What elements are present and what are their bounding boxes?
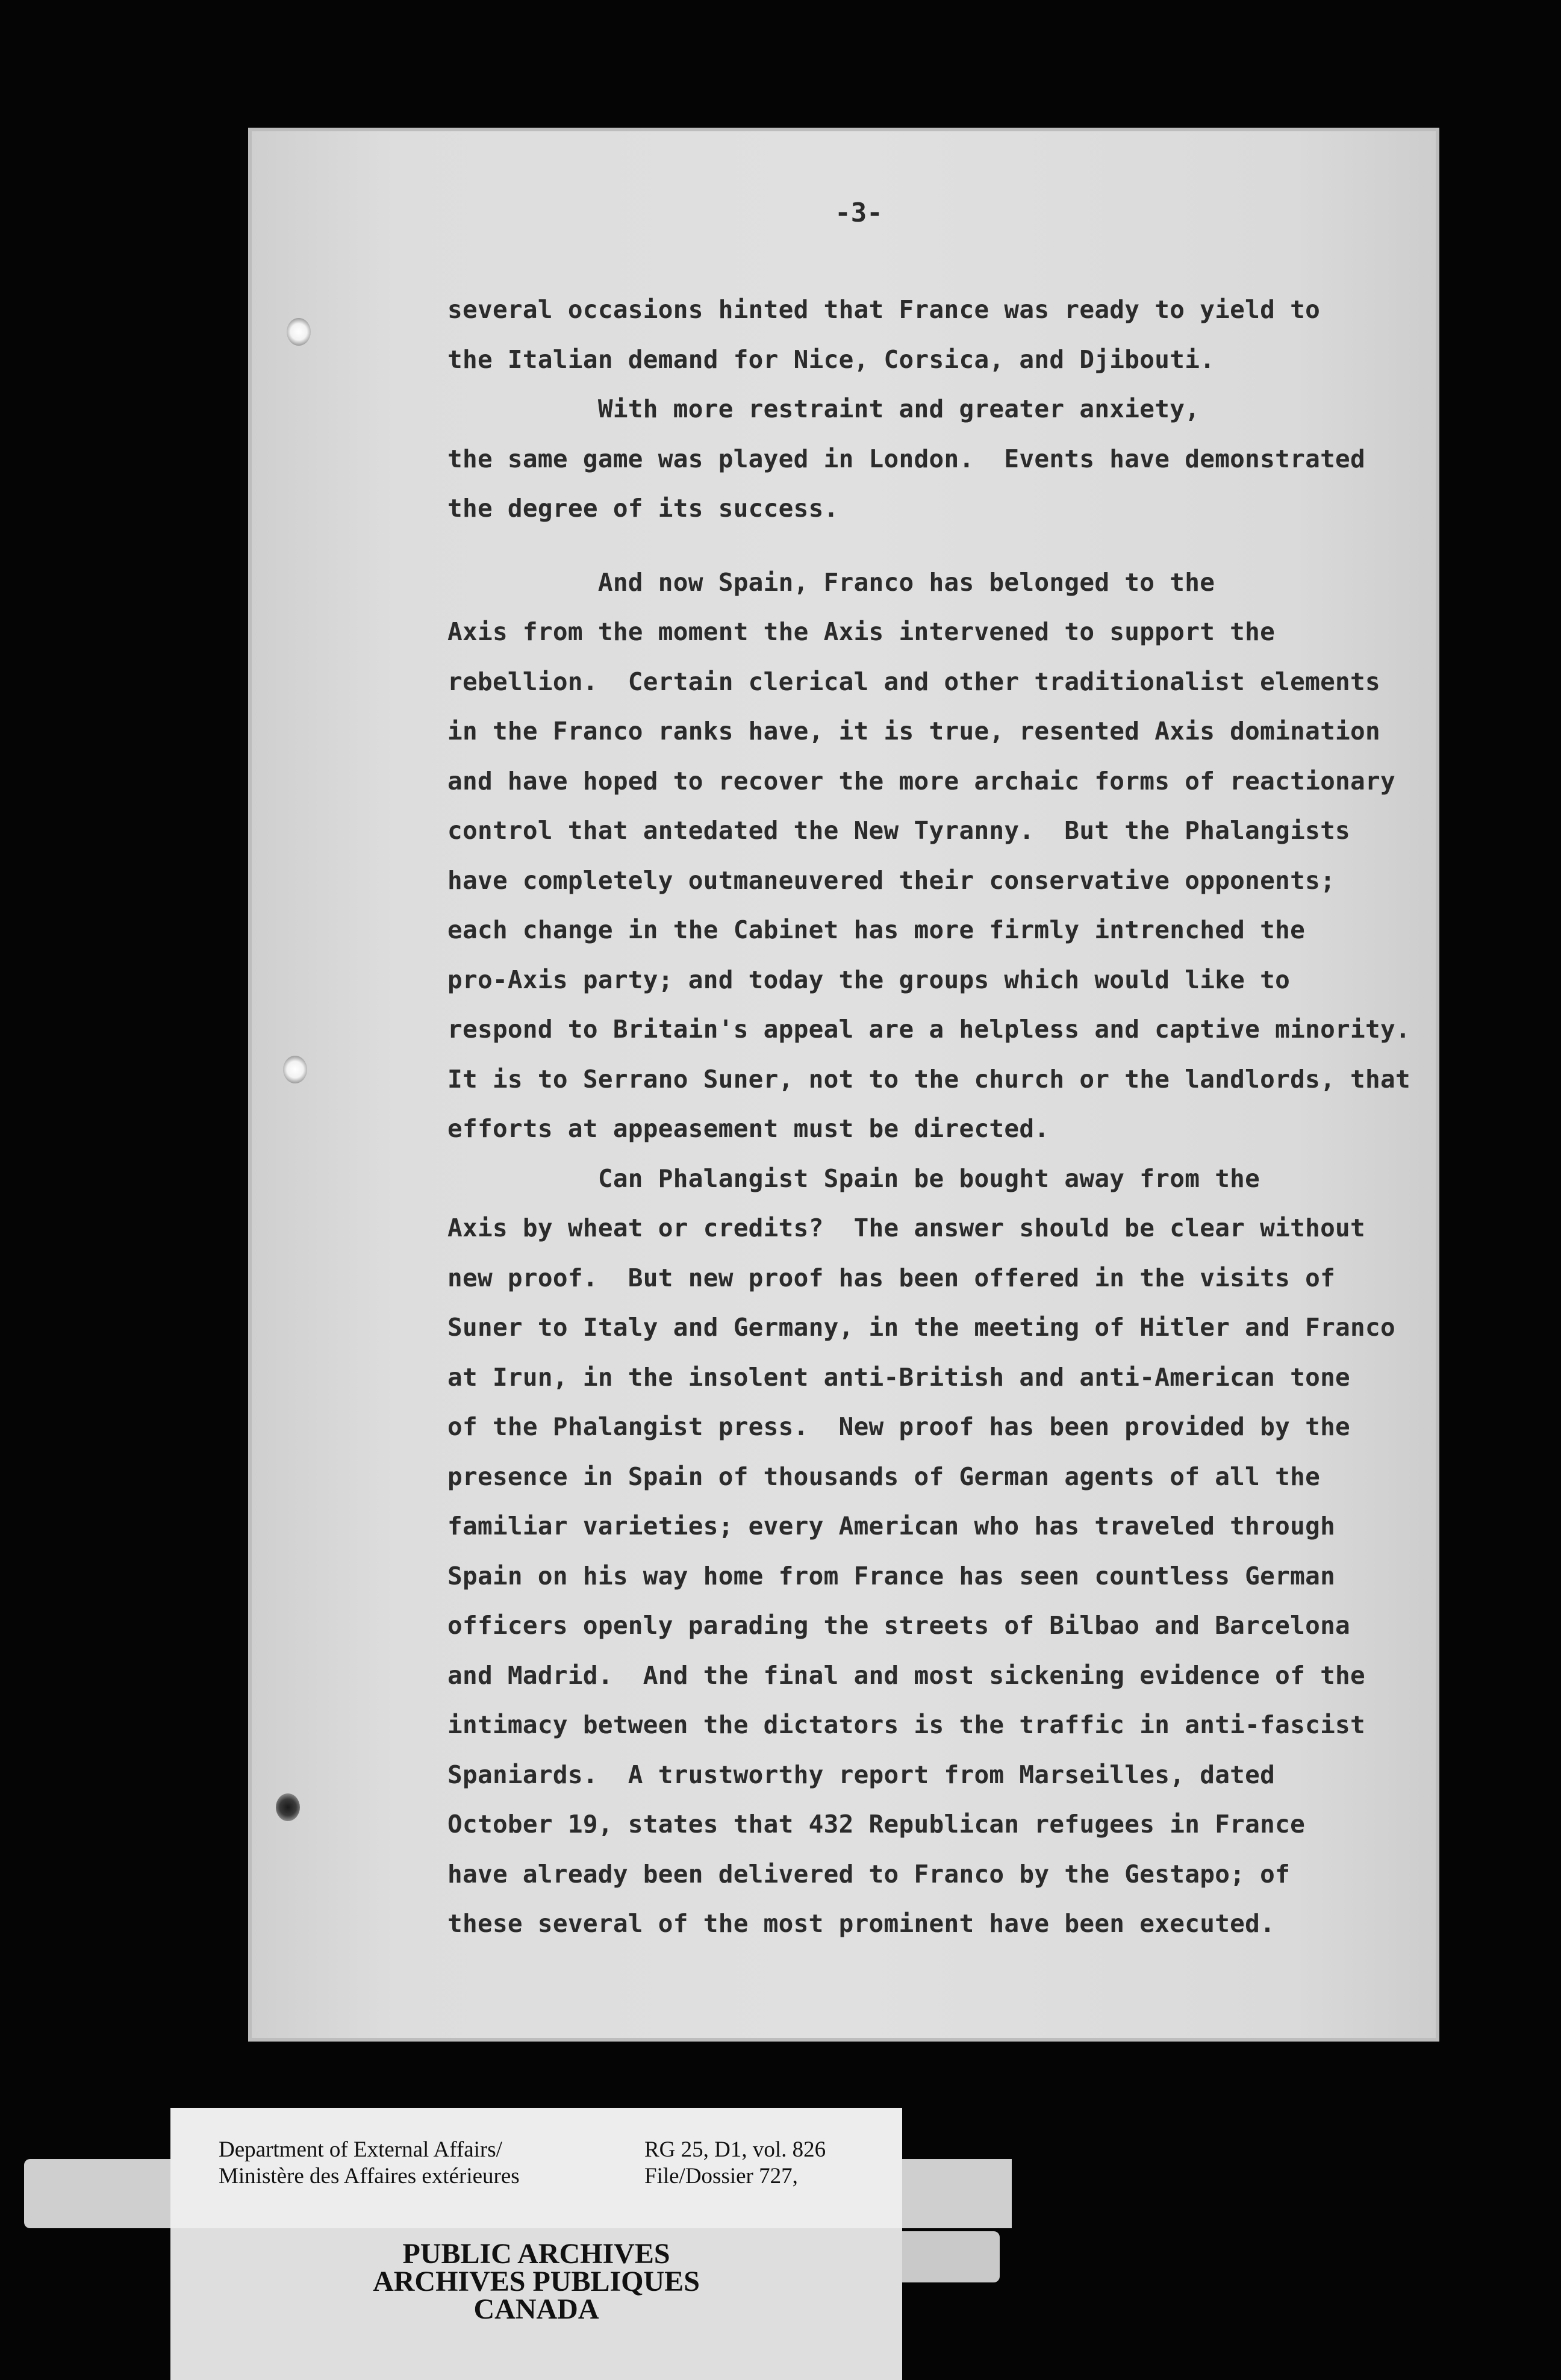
archive-stamp-line-2: ARCHIVES PUBLIQUES <box>373 2266 700 2297</box>
text-line: familiar varieties; every American who has traveled through <box>447 1512 1336 1540</box>
text-line: the degree of its success. <box>447 494 839 523</box>
department-name-en: Department of External Affairs/ <box>219 2137 502 2162</box>
text-line: Axis from the moment the Axis intervened to support the <box>447 617 1276 646</box>
archive-reference-label <box>170 2108 902 2228</box>
archive-stamp-extension <box>891 2231 1000 2282</box>
punch-hole-bottom <box>276 1793 300 1821</box>
punch-hole-middle <box>283 1056 307 1083</box>
text-line: Spain on his way home from France has seen countless German <box>447 1561 1336 1590</box>
text-line: control that antedated the New Tyranny. But the Phalangists <box>447 816 1351 845</box>
text-line: new proof. But new proof has been offered in the visits of <box>447 1263 1336 1292</box>
text-line: pro-Axis party; and today the groups which would like to <box>447 965 1291 994</box>
archive-stamp-line-3: CANADA <box>473 2293 599 2325</box>
text-line: And now Spain, Franco has belonged to the <box>447 567 1215 597</box>
page-number: -3- <box>835 198 883 228</box>
file-dossier-reference: File/Dossier 727, <box>644 2164 798 2188</box>
text-line: With more restraint and greater anxiety, <box>447 394 1200 423</box>
body-text <box>447 285 1411 1949</box>
text-line: the Italian demand for Nice, Corsica, and Djibouti. <box>447 344 1215 374</box>
text-line: Spaniards. A trustworthy report from Marseilles, dated <box>447 1760 1276 1789</box>
text-line: Suner to Italy and Germany, in the meeting of Hitler and Franco <box>447 1313 1395 1342</box>
text-line: these several of the most prominent have been executed. <box>447 1909 1276 1938</box>
text-line: respond to Britain's appeal are a helpless and captive minority. <box>447 1015 1410 1044</box>
text-line: of the Phalangist press. New proof has been provided by the <box>447 1412 1351 1441</box>
text-line: at Irun, in the insolent anti-British and anti-American tone <box>447 1362 1351 1392</box>
punch-hole-top <box>287 318 311 346</box>
paragraph-gap <box>447 534 1411 558</box>
text-line: Can Phalangist Spain be bought away from the <box>447 1164 1260 1193</box>
document-page <box>252 131 1436 2038</box>
record-group-reference: RG 25, D1, vol. 826 <box>644 2137 826 2162</box>
archive-stamp-line-1: PUBLIC ARCHIVES <box>402 2238 670 2270</box>
text-line: and Madrid. And the final and most sickening evidence of the <box>447 1660 1366 1690</box>
text-line: have completely outmaneuvered their conservative opponents; <box>447 865 1336 895</box>
text-line: presence in Spain of thousands of German agents of all the <box>447 1462 1321 1491</box>
text-line: Axis by wheat or credits? The answer should be clear without <box>447 1213 1366 1242</box>
text-line: October 19, states that 432 Republican refugees in France <box>447 1810 1306 1839</box>
text-line: and have hoped to recover the more archaic forms of reactionary <box>447 766 1395 796</box>
text-line: have already been delivered to Franco by the Gestapo; of <box>447 1859 1291 1889</box>
text-line: efforts at appeasement must be directed. <box>447 1114 1050 1143</box>
text-line: each change in the Cabinet has more firmly intrenched the <box>447 915 1306 944</box>
text-line: officers openly parading the streets of Bilbao and Barcelona <box>447 1611 1351 1640</box>
text-line: in the Franco ranks have, it is true, resented Axis domination <box>447 717 1381 746</box>
department-name-fr: Ministère des Affaires extérieures <box>219 2164 520 2188</box>
text-line: the same game was played in London. Events have demonstrated <box>447 444 1366 473</box>
text-line: several occasions hinted that France was ready to yield to <box>447 295 1321 324</box>
text-line: intimacy between the dictators is the traffic in anti-fascist <box>447 1710 1366 1739</box>
text-line: rebellion. Certain clerical and other traditionalist elements <box>447 667 1381 696</box>
text-line: It is to Serrano Suner, not to the church or the landlords, that <box>447 1064 1410 1094</box>
